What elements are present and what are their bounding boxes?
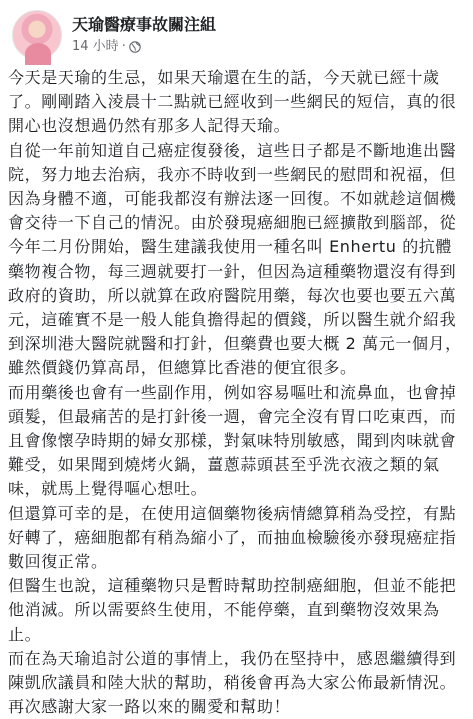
post-paragraph: 而在為天瑜追討公道的事情上，我仍在堅持中，感恩繼續得到陳凱欣議員和陸大狀的幫助，稍後會再為大家公佈最新情況。 [8,648,457,693]
post-body [0,62,473,719]
post-paragraph: 但醫生也說，這種藥物只是暫時幫助控制癌細胞，但並不能把他消滅。所以需要終生使用，不能停藥，直到藥物沒效果為止。 [8,576,457,644]
post-paragraph: 今天是天瑜的生忌，如果天瑜還在生的話，今天就已經十歲了。剛剛踏入淩晨十二點就已經收到一些網民的短信，真的很開心也沒想過仍然有那多人記得天瑜。 [8,68,457,136]
post-paragraph: 但還算可幸的是，在使用這個藥物後病情總算稍為受控，有點好轉了，癌細胞都有稍為縮小了，而抽血檢驗後亦發現癌症指數回復正常。 [8,503,457,572]
post-paragraph: 再次感謝大家一路以來的關愛和幫助！ [8,697,291,717]
globe-icon [129,41,141,53]
page-avatar[interactable] [12,10,62,60]
post-paragraph: 自從一年前知道自己癌症復發後，這些日子都是不斷地進出醫院，努力地去治病，我亦不時收到一些網民的慰問和祝福，但因為身體不適，可能我都沒有辦法逐一回復。不如就趁這個機會交待一下自己的情況。由於發現癌細胞已經擴散到腦部，從今年二月份開始，醫生建議我使用一種名叫 Enhertu 的抗體藥物複合物，每三週就要打一針，但因為這種藥物還沒有得到政府的資助，所以就算在政府醫院用藥，每次也要也要五六萬元，這確實不是一般人能負擔得起的價錢，所以醫生就介紹我到深圳港大醫院就醫和打針，但藥費也要大概 2 萬元一個月，雖然價錢仍算高昂，但總算比香港的便宜很多。 [8,140,462,378]
post-meta [72,14,216,56]
post-info [72,38,216,56]
separator-dot: · [121,39,126,54]
post-timestamp[interactable]: 14 小時 [72,39,119,54]
post-paragraph: 而用藥後也會有一些副作用，例如容易嘔吐和流鼻血，也會掉頭髮，但最痛苦的是打針後一週，會完全沒有胃口吃東西，而且會像懷孕時期的婦女那樣，對氣味特別敏感，聞到肉味就會難受，如果聞到燒烤火鍋，薑蔥蒜頭甚至乎洗衣液之類的氣味，就馬上覺得嘔心想吐。 [8,382,457,499]
post-header [0,0,473,62]
page-name-link[interactable]: 天瑜醫療事故關注組 [72,15,217,34]
